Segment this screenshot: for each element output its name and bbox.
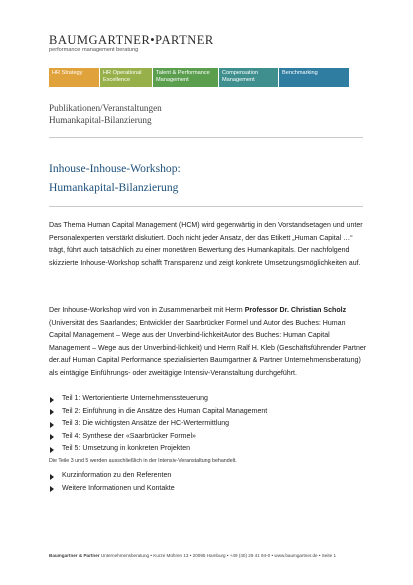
page-title-line-1: Inhouse-Inhouse-Workshop:	[49, 162, 181, 175]
part-label: Teil 4: Synthese der «Saarbrücker Formel»	[62, 432, 196, 440]
workshop-note: Die Teile 3 und 5 werden ausschließlich in der Intensiv-Veranstaltung behandelt.	[49, 458, 237, 464]
logo-wordmark: BAUMGARTNER•PARTNER	[49, 33, 214, 47]
speaker-name: Professor Dr. Christian Scholz	[244, 307, 347, 314]
tab-benchmarking[interactable]: Benchmarking	[279, 68, 349, 87]
intro-paragraph: Das Thema Human Capital Management (HCM) wird gegenwärtig in den Vorstandsetagen und unter Personalexperten verstärkt diskutiert. Doch nicht jeder Ansatz, der das Etikett „Human Capital …“ trägt, führt auch tatsächlich zu einer monetären Bewertung des Humankapitals. Der nachfolgend skizzierte Inhouse-Workshop schafft Transparenz und zeigt konkrete Umsetzungsmöglichkeiten auf.	[49, 222, 363, 267]
list-item[interactable]	[49, 483, 175, 496]
logo-tagline: performance management beratung	[49, 47, 139, 53]
list-item	[49, 406, 267, 419]
list-item[interactable]	[49, 470, 175, 483]
arrow-right-icon	[50, 422, 54, 428]
tab-talent-performance-management[interactable]: Talent & Performance Management	[153, 68, 218, 87]
part-label: Teil 5: Umsetzung in konkreten Projekten	[62, 445, 191, 453]
list-item	[49, 443, 267, 456]
footer-details: Unternehmensberatung • Kurze Mühren 13 • 20095 Hamburg • +49 (40) 29 41 94-0 • www.baumgartner.de • Seite 1	[99, 553, 337, 558]
main-navigation	[49, 68, 349, 87]
list-item	[49, 431, 267, 444]
workshop-parts-list	[49, 393, 267, 456]
footer-company: Baumgartner & Partner	[49, 553, 100, 558]
tab-hr-operational-excellence[interactable]: HR Operational Excellence	[100, 68, 152, 87]
related-links-list	[49, 470, 175, 495]
workshop-paragraph-suffix: (Universität des Saarlandes; Entwickler der Saarbrücker Formel und Autor des Buches: Human Capital Management – Wege aus der Unverbind-lichkeitAutor des Buches: Human Capital Management – Wege aus der Unverbind-lichkeit) und Herrn Ralf H. Kleb (Geschäftsführender Partner der.auf Human Capital Performance spezialisierten Baumgartner & Partner Unternehmensberatung) als eintägige Einführungs- oder zweitägige Intensiv-Veranstaltung durchgeführt.	[49, 319, 367, 377]
page-title-line-2: Humankapital-Bilanzierung	[49, 181, 179, 194]
page-footer	[49, 553, 336, 558]
arrow-right-icon	[50, 447, 54, 453]
arrow-right-icon	[50, 486, 54, 492]
tab-compensation-management[interactable]: Compensation Management	[219, 68, 278, 87]
part-label: Teil 2: Einführung in die Ansätze des Human Capital Management	[62, 407, 268, 415]
tab-hr-strategy[interactable]: HR Strategy	[49, 68, 99, 87]
list-item	[49, 418, 267, 431]
workshop-paragraph	[49, 305, 369, 381]
divider	[49, 206, 363, 207]
breadcrumb-page: Humankapital-Bilanzierung	[49, 115, 152, 125]
breadcrumb	[49, 102, 162, 126]
workshop-paragraph-prefix: Der Inhouse-Workshop wird von in Zusammenarbeit mit Herrn	[49, 307, 245, 314]
divider	[49, 137, 363, 138]
arrow-right-icon	[50, 434, 54, 440]
link-kontakte[interactable]: Weitere Informationen und Kontakte	[62, 484, 175, 492]
arrow-right-icon	[50, 474, 54, 480]
breadcrumb-section[interactable]: Publikationen/Veranstaltungen	[49, 103, 162, 113]
arrow-right-icon	[50, 397, 54, 403]
part-label: Teil 1: Wertorientierte Unternehmenssteuerung	[62, 395, 208, 402]
list-item	[49, 393, 267, 406]
arrow-right-icon	[50, 409, 54, 415]
link-referenten[interactable]: Kurzinformation zu den Referenten	[62, 472, 172, 479]
company-logo	[49, 34, 214, 53]
part-label: Teil 3: Die wichtigsten Ansätze der HC-Wertermittlung	[62, 420, 230, 428]
